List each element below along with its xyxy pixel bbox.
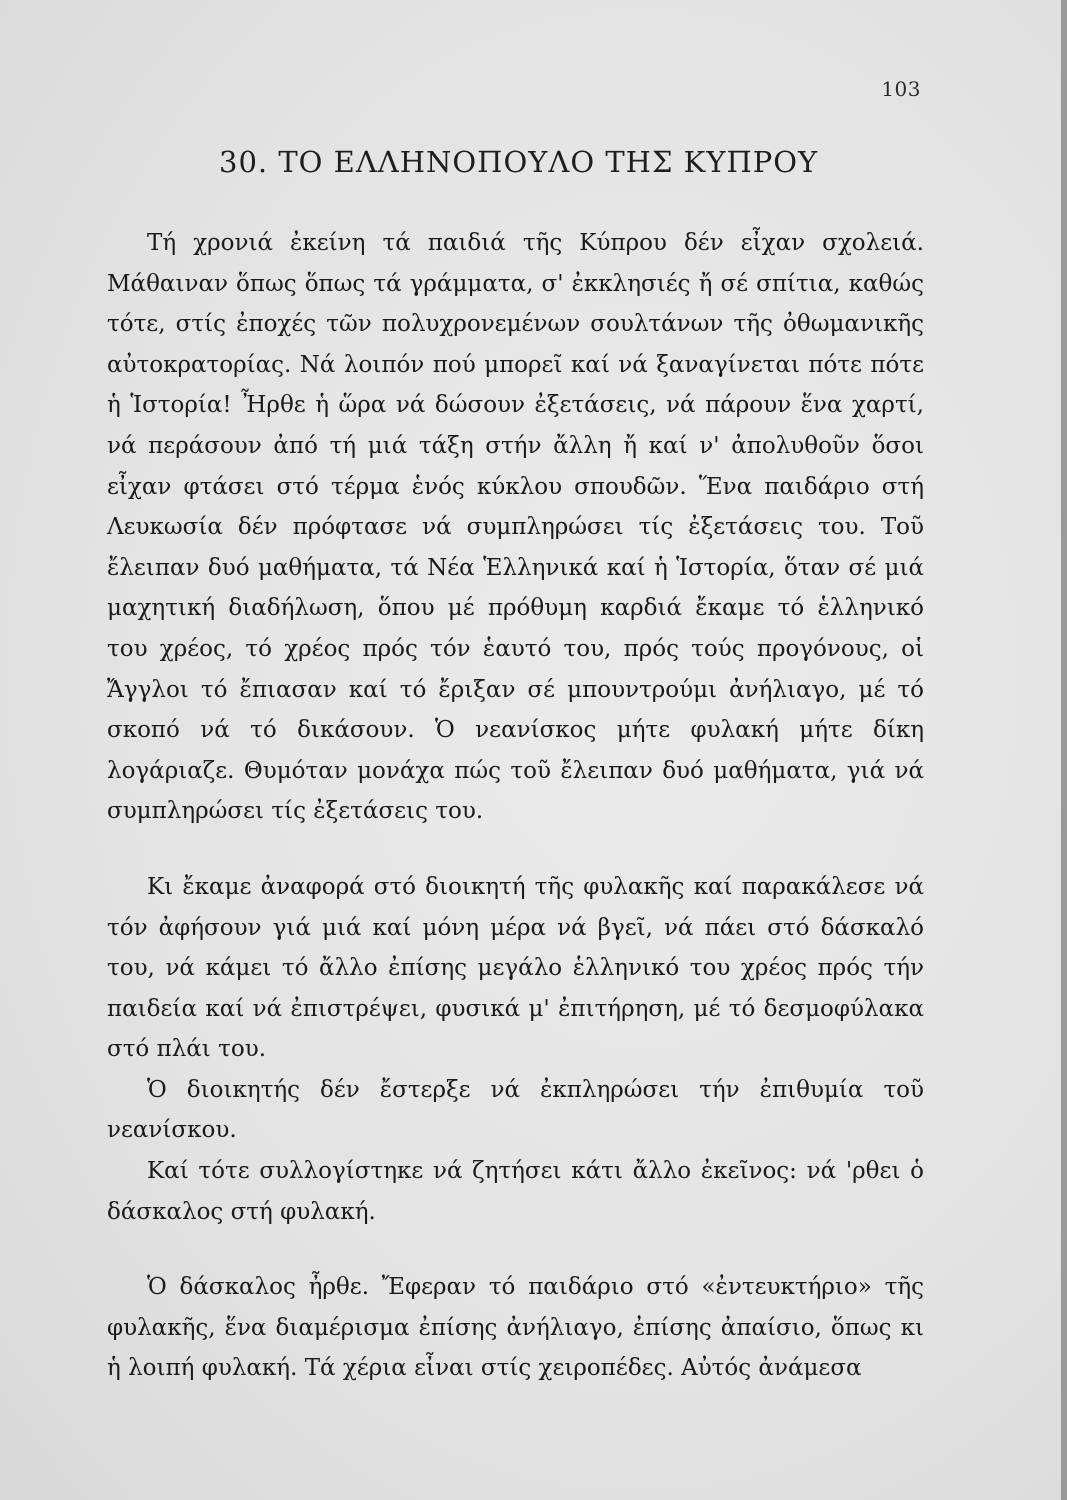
paragraph: Τή χρονιά ἐκείνη τά παιδιά τῆς Κύπρου δέν εἶχαν σχολειά. Μάθαιναν ὅπως ὅπως τά γράμματα, σ' ἐκκλησιές ἤ σέ σπίτια, καθώς τότε, στίς ἐποχές τῶν πολυχρονεμένων σουλτάνων τῆς ὀθωμανικῆς αὐτοκρατορίας. Νά λοιπόν πού μπορεῖ καί νά ξαναγίνεται πότε πότε ἡ Ἱστορία! Ἦρθε ἡ ὥρα νά δώσουν ἐξετάσεις, νά πάρουν ἕνα χαρτί, νά περάσουν ἀπό τή μιά τάξη στήν ἄλλη ἤ καί ν' ἀπολυθοῦν ὅσοι εἶχαν φτάσει στό τέρμα ἑνός κύκλου σπουδῶν. Ἕνα παιδάριο στή Λευκωσία δέν πρόφτασε νά συμπληρώσει τίς ἐξετάσεις του. Τοῦ ἔλειπαν δυό μαθήματα, τά Νέα Ἑλληνικά καί ἡ Ἱστορία, ὅταν σέ μιά μαχητική διαδήλωση, ὅπου μέ πρόθυμη καρδιά ἔκαμε τό ἑλληνικό του χρέος, τό χρέος πρός τόν ἑαυτό του, πρός τούς προγόνους, οἱ Ἄγγλοι τό ἔπιασαν καί τό ἔριξαν σέ μπουντρούμι ἀνήλιαγο, μέ τό σκοπό νά τό δικάσουν. Ὁ νεανίσκος μήτε φυλακή μήτε δίκη λογάριαζε. Θυμόταν μονάχα πώς τοῦ ἔλειπαν δυό μαθήματα, γιά νά συμπληρώσει τίς ἐξετάσεις του. [107, 230, 924, 825]
paragraph: Κι ἔκαμε ἀναφορά στό διοικητή τῆς φυλακῆς καί παρακάλεσε νά τόν ἀφήσουν γιά μιά καί μόνη μέρα νά βγεῖ, νά πάει στό δάσκαλό του, νά κάμει τό ἄλλο ἐπίσης μεγάλο ἑλληνικό του χρέος πρός τήν παιδεία καί νά ἐπιστρέψει, φυσικά μ' ἐπιτήρηση, μέ τό δεσμοφύλακα στό πλάι του. [107, 873, 924, 1063]
page-number: 103 [881, 77, 921, 101]
page-edge [1061, 0, 1067, 1500]
body-text [107, 223, 924, 1389]
paragraph: Καί τότε συλλογίστηκε νά ζητήσει κάτι ἄλλο ἐκεῖνος: νά 'ρθει ὁ δάσκαλος στή φυλακή. [107, 1158, 924, 1225]
chapter-title: 30. ΤΟ ΕΛΛΗΝΟΠΟΥΛΟ ΤΗΣ ΚΥΠΡΟΥ [219, 145, 819, 179]
paragraph: Ὁ δάσκαλος ἦρθε. Ἔφεραν τό παιδάριο στό «ἐντευκτήριο» τῆς φυλακῆς, ἕνα διαμέρισμα ἐπίσης ἀνήλιαγο, ἐπίσης ἀπαίσιο, ὅπως κι ἡ λοιπή φυλακή. Τά χέρια εἶναι στίς χειροπέδες. Αὐτός ἀνάμεσα [107, 1274, 924, 1382]
paragraph: Ὁ διοικητής δέν ἔστερξε νά ἐκπληρώσει τήν ἐπιθυμία τοῦ νεανίσκου. [107, 1076, 924, 1144]
